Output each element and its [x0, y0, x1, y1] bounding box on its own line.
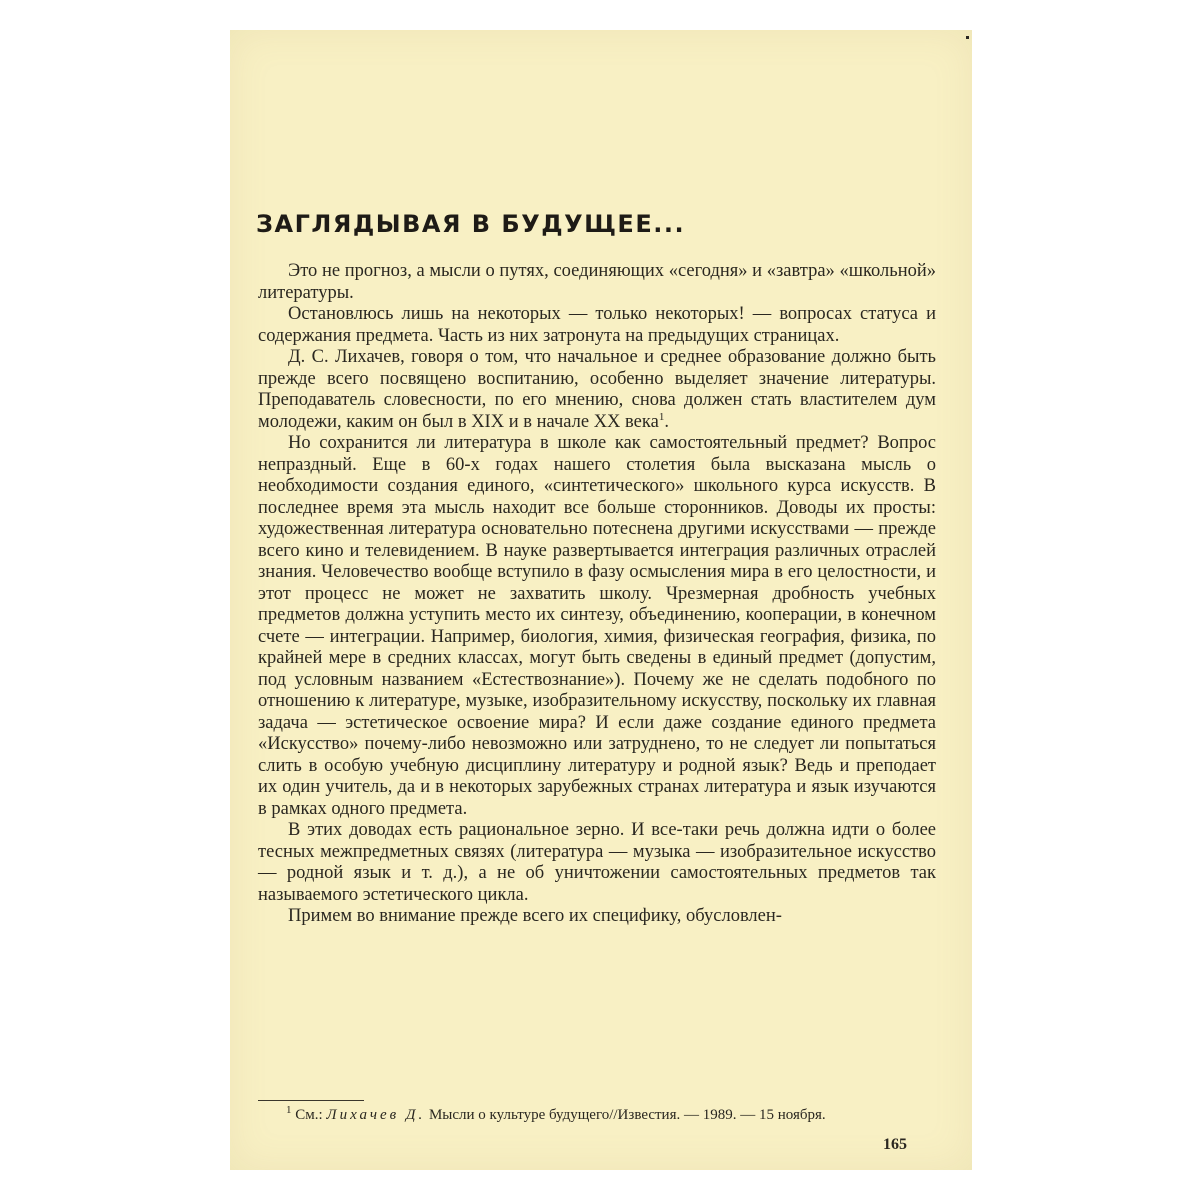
footnote-source: Мысли о культуре будущего//Известия. — 1989. — 15 ноября.: [428, 1107, 826, 1123]
footnote-divider: [258, 1100, 364, 1101]
book-page: [230, 30, 972, 1170]
chapter-title: ЗАГЛЯДЫВАЯ В БУДУЩЕЕ...: [256, 210, 686, 238]
corner-mark: [966, 36, 969, 39]
paragraph-3: Д. С. Лихачев, говоря о том, что начальное и среднее образование должно быть прежде всего посвящено воспитанию, особенно выделяет значение литературы. Преподаватель словесности, по его мнению, снова должен стать властителем дум молодежи, каким он был в XIX и в начале XX века$^1$.: [258, 347, 936, 432]
footnote-author: Лихачев Д.: [326, 1107, 426, 1123]
paragraph-1: Это не прогноз, а мысли о путях, соединяющих «сегодня» и «завтра» «школьной» литературы.: [258, 261, 936, 303]
page-number: 165: [883, 1136, 907, 1153]
footnote-reference[interactable]: 1: [658, 410, 665, 423]
footnote: [258, 1106, 936, 1125]
paragraph-4: Но сохранится ли литература в школе как самостоятельный предмет? Вопрос непраздный. Еще в 60-х годах нашего столетия была высказана мысль о необходимости создания единого, «синтетического» школьного курса искусств. В последнее время эта мысль находит все больше сторонников. Доводы их просты: художественная литература основательно потеснена другими искусствами — прежде всего кино и телевидением. В науке развертывается интеграция различных отраслей знания. Человечество вообще вступило в фазу осмысления мира в его целостности, и этот процесс не может не захватить школу. Чрезмерная дробность учебных предметов должна уступить место их синтезу, объединению, кооперации, в конечном счете — интеграции. Например, биология, химия, физическая география, физика, по крайней мере в средних классах, могут быть сведены в единый предмет (допустим, под условным названием «Естествознание»). Почему же не сделать подобного по отношению к литературе, музыке, изобразительному искусству, поскольку их главная задача — эстетическое освоение мира? И если даже создание единого предмета «Искусство» почему-либо невозможно или затруднено, то не следует ли попытаться слить в особую учебную дисциплину литературу и родной язык? Ведь и преподает их один учитель, да и в некоторых зарубежных странах литература и язык изучаются в рамках одного предмета.: [258, 433, 936, 819]
paragraph-2: Остановлюсь лишь на некоторых — только некоторых! — вопросах статуса и содержания предмета. Часть из них затронута на предыдущих страницах.: [258, 304, 936, 346]
paragraph-5: В этих доводах есть рациональное зерно. И все-таки речь должна идти о более тесных межпредметных связях (литература — музыка — изобразительное искусство — родной язык и т. д.), а не об уничтожении самостоятельных предметов так называемого эстетического цикла.: [258, 820, 936, 905]
paragraph-3-text: Д. С. Лихачев, говоря о том, что начальное и среднее образование должно быть прежде всего посвящено воспитанию, особенно выделяет значение литературы. Преподаватель словесности, по его мнению, снова должен стать властителем дум молодежи, каким он был в XIX и в начале XX века: [258, 347, 936, 432]
footnote-marker: 1: [286, 1104, 292, 1116]
body-text: [258, 261, 936, 928]
footnote-prefix: См.:: [295, 1107, 323, 1123]
paragraph-6: Примем во внимание прежде всего их специфику, обусловлен-: [288, 906, 782, 926]
